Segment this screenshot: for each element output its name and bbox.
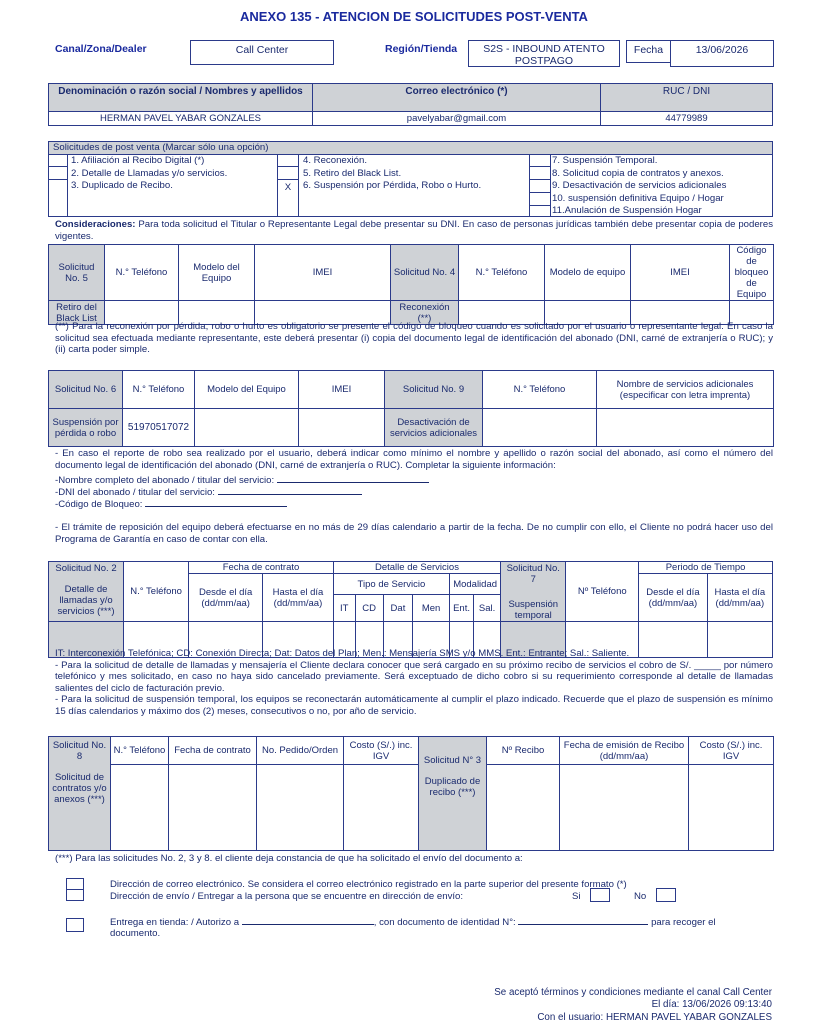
legend-notes bbox=[55, 648, 773, 718]
footer-acceptance: Se aceptó términos y condiciones mediante el canal Call Center bbox=[494, 987, 772, 998]
client-name: HERMAN PAVEL YABAR GONZALES bbox=[49, 112, 313, 126]
requests-col3-checks[interactable] bbox=[529, 154, 551, 217]
requests-box bbox=[48, 141, 773, 217]
robo-field-dni-label: -DNI del abonado / titular del servicio: bbox=[55, 487, 215, 498]
t3-modalidad-ent: Ent. bbox=[450, 595, 474, 622]
t3-telefono2-header: Nº Teléfono bbox=[566, 562, 639, 622]
envio-email-label: Dirección de correo electrónico. Se considera el correo electrónico registrado en la parte superior del presente formato (*) bbox=[110, 879, 627, 890]
t4-recibo-header: Nº Recibo bbox=[487, 737, 560, 765]
request-2-label: 2. Detalle de Llamadas y/o servicios. bbox=[71, 167, 228, 179]
t3-tipo-dat: Dat bbox=[383, 595, 412, 622]
sol3-description: Duplicado de recibo (***) bbox=[424, 776, 481, 798]
sol2-title: Solicitud No. 2 bbox=[55, 563, 117, 574]
request-10-label: 10. suspensión definitiva Equipo / Hogar bbox=[552, 192, 724, 204]
t3-hasta2-header: Hasta el día (dd/mm/aa) bbox=[707, 574, 772, 622]
t3-detalle-header: Detalle de Servicios bbox=[333, 562, 500, 574]
reconexion-label: Reconexión (**) bbox=[391, 301, 459, 325]
robo-field-nombre-line[interactable] bbox=[277, 473, 429, 483]
retiro-blacklist-label: Retiro del Black List bbox=[49, 301, 105, 325]
envio-tienda-documento: , con documento de identidad N°: bbox=[373, 917, 516, 928]
envio-tienda-autorizo: Entrega en tienda: / Autorizo a bbox=[110, 917, 240, 928]
envio-tienda-nombre-line[interactable] bbox=[242, 915, 374, 925]
desactivacion-label: Desactivación de servicios adicionales bbox=[385, 409, 483, 447]
t3-tipo-header: Tipo de Servicio bbox=[333, 574, 449, 595]
t4-cell[interactable] bbox=[257, 765, 344, 851]
t4-cell[interactable] bbox=[560, 765, 689, 851]
footer-user: Con el usuario: HERMAN PAVEL YABAR GONZALES bbox=[537, 1011, 772, 1023]
envio-direccion-label: Dirección de envío / Entregar a la persona que se encuentre en dirección de envío: bbox=[110, 891, 464, 902]
envio-tienda-text bbox=[110, 915, 773, 929]
robo-field-codigo-label: -Código de Bloqueo: bbox=[55, 499, 143, 510]
footer-datetime: El día: 13/06/2026 09:13:40 bbox=[651, 999, 772, 1011]
request-11-label: 11.Anulación de Suspensión Hogar bbox=[552, 205, 702, 216]
table-sol8-sol3 bbox=[48, 736, 774, 851]
request-9-label: 9. Desactivación de servicios adicionales bbox=[552, 180, 727, 191]
t4-cell[interactable] bbox=[487, 765, 560, 851]
request-7-checkbox[interactable] bbox=[530, 154, 550, 167]
t3-tipo-men: Men bbox=[413, 595, 450, 622]
requests-col1-checks[interactable] bbox=[49, 154, 68, 217]
t4-cell[interactable] bbox=[111, 765, 169, 851]
client-email-header: Correo electrónico (*) bbox=[313, 84, 601, 112]
sol3-title: Solicitud N° 3 bbox=[423, 755, 482, 766]
canal-label: Canal/Zona/Dealer bbox=[55, 43, 147, 55]
envio-note: (***) Para las solicitudes No. 2, 3 y 8. el cliente deja constancia de que ha solicitado el envío del documento a: bbox=[55, 853, 523, 864]
sol5-header: Solicitud No. 5 bbox=[49, 245, 105, 301]
requests-col2-checks[interactable] bbox=[277, 154, 299, 217]
sol9-header: Solicitud No. 9 bbox=[385, 371, 483, 409]
t4-fecha-header: Fecha de contrato bbox=[169, 737, 257, 765]
legend-abbreviations: IT: Interconexión Telefónica; CD: Conexión Directa; Dat: Datos del Plan; Men.: Mensajería SMS y/o MMS. Ent.: Entrante; Sal.: Saliente. bbox=[55, 648, 630, 659]
t4-costo-header: Costo (S/.) inc. IGV bbox=[344, 737, 419, 765]
requests-col1-labels bbox=[71, 155, 227, 193]
robo-field-dni-line[interactable] bbox=[218, 485, 362, 495]
envio-tienda-dni-line[interactable] bbox=[518, 915, 648, 925]
envio-no-checkbox[interactable] bbox=[656, 888, 676, 902]
requests-header: Solicitudes de post venta (Marcar sólo una opción) bbox=[49, 142, 772, 155]
request-1-checkbox[interactable] bbox=[49, 154, 67, 167]
sol6-header: Solicitud No. 6 bbox=[49, 371, 123, 409]
client-table bbox=[48, 83, 773, 126]
t2-cell[interactable] bbox=[483, 409, 597, 447]
region-value-line-2: POSTPAGO bbox=[514, 55, 574, 67]
sol2-header bbox=[49, 562, 124, 622]
request-4-label: 4. Reconexión. bbox=[303, 155, 367, 166]
request-5-label: 5. Retiro del Black List. bbox=[303, 167, 402, 179]
canal-field: Call Center bbox=[190, 40, 334, 65]
request-6-checkbox[interactable]: X bbox=[284, 182, 292, 193]
envio-tienda-checkbox[interactable] bbox=[66, 918, 84, 932]
t4-telefono-header: N.° Teléfono bbox=[111, 737, 169, 765]
fecha-field: 13/06/2026 bbox=[670, 40, 774, 67]
t1-telefono-header: N.° Teléfono bbox=[105, 245, 179, 301]
t4-cell[interactable] bbox=[169, 765, 257, 851]
t4-costo2-header: Costo (S/.) inc. IGV bbox=[689, 737, 774, 765]
t4-emision-header: Fecha de emisión de Recibo (dd/mm/aa) bbox=[560, 737, 689, 765]
t1-imei-header: IMEI bbox=[255, 245, 391, 301]
sol8-title: Solicitud No. 8 bbox=[52, 740, 107, 762]
t1-modelo2-header: Modelo de equipo bbox=[545, 245, 631, 301]
t2-servicios-header: Nombre de servicios adicionales (especificar con letra imprenta) bbox=[597, 371, 774, 409]
document-title: ANEXO 135 - ATENCION DE SOLICITUDES POST-VENTA bbox=[240, 9, 588, 24]
t1-codigo-header: Código de bloqueo de Equipo bbox=[730, 245, 774, 301]
consideraciones-label: Consideraciones: bbox=[55, 219, 136, 230]
t3-tipo-cd: CD bbox=[355, 595, 383, 622]
t3-telefono-header: N.° Teléfono bbox=[124, 562, 189, 622]
envio-si-label: Si bbox=[572, 891, 581, 902]
t2-cell[interactable] bbox=[195, 409, 299, 447]
sol8-description: Solicitud de contratos y/o anexos (***) bbox=[52, 772, 107, 805]
request-8-checkbox[interactable] bbox=[530, 167, 550, 180]
robo-field-codigo-line[interactable] bbox=[145, 497, 287, 507]
sol7-header bbox=[501, 562, 566, 622]
t4-cell[interactable] bbox=[689, 765, 774, 851]
sol7-description: Suspensión temporal bbox=[508, 599, 559, 621]
t2-telefono-header: N.° Teléfono bbox=[123, 371, 195, 409]
envio-tienda-documento-word: documento. bbox=[110, 928, 161, 939]
envio-no-label: No bbox=[634, 891, 647, 902]
t3-modalidad-sal: Sal. bbox=[473, 595, 500, 622]
request-10-checkbox[interactable] bbox=[530, 193, 550, 206]
region-label: Región/Tienda bbox=[385, 43, 458, 55]
envio-si-checkbox[interactable] bbox=[590, 888, 610, 902]
requests-col3-labels bbox=[552, 155, 726, 218]
table-sol2-sol7 bbox=[48, 561, 773, 658]
robo-field-codigo[interactable] bbox=[55, 497, 287, 511]
sol4-header: Solicitud No. 4 bbox=[391, 245, 459, 301]
t4-pedido-header: No. Pedido/Orden bbox=[257, 737, 344, 765]
client-email: pavelyabar@gmail.com bbox=[313, 112, 601, 126]
t2-cell[interactable] bbox=[597, 409, 774, 447]
tramite-note: - El trámite de reposición del equipo deberá efectuarse en no más de 29 días calendario a partir de la fecha. De no cumplir con ello, el Cliente no podrá hacer uso del Programa de Garantía en caso de contar con ella. bbox=[55, 522, 773, 545]
envio-direccion-checkbox[interactable] bbox=[66, 889, 84, 901]
t2-imei-header: IMEI bbox=[299, 371, 385, 409]
fecha-label: Fecha bbox=[626, 40, 670, 63]
suspension-perdida-label: Suspensión por pérdida o robo bbox=[49, 409, 123, 447]
request-3-label: 3. Duplicado de Recibo. bbox=[71, 180, 173, 191]
t2-telefono-value: 51970517072 bbox=[123, 409, 195, 447]
t3-desde-header: Desde el día (dd/mm/aa) bbox=[189, 574, 263, 622]
acceptance-footer bbox=[272, 987, 772, 1024]
region-value-line-1: S2S - INBOUND ATENTO bbox=[483, 43, 605, 55]
client-name-header: Denominación o razón social / Nombres y apellidos bbox=[49, 84, 313, 112]
sol3-header bbox=[419, 737, 487, 851]
t3-hasta-header: Hasta el día (dd/mm/aa) bbox=[263, 574, 334, 622]
t2-cell[interactable] bbox=[299, 409, 385, 447]
requests-col2-labels bbox=[303, 155, 481, 193]
legend-detalle-llamadas: - Para la solicitud de detalle de llamadas y mensajería el Cliente declara conocer que será cargado en su próximo recibo de servicios el cobro de S/. _____ por número telefónico y mes solicitado, en caso no haya sido cancelado previamente. Será exceptuado de dicho cobro si su requerimiento corresponde al detalle de llamadas salientes del ciclo de facturación previo. bbox=[55, 659, 773, 694]
consideraciones-text bbox=[55, 219, 773, 242]
robo-field-nombre-label: -Nombre completo del abonado / titular del servicio: bbox=[55, 475, 275, 486]
t3-periodo-header: Periodo de Tiempo bbox=[639, 562, 773, 574]
legend-suspension-temporal: - Para la solicitud de suspensión temporal, los equipos se reconectarán automáticamente al cumplir el plazo indicado. Recuerde que el plazo de suspensión es mínimo 15 días calendarios y máximo dos (2) meses, consecutivos o no, por año de servicio. bbox=[55, 694, 773, 717]
t1-telefono2-header: N.° Teléfono bbox=[459, 245, 545, 301]
request-5-checkbox[interactable] bbox=[278, 167, 298, 180]
t1-modelo-header: Modelo del Equipo bbox=[179, 245, 255, 301]
request-1-label: 1. Afiliación al Recibo Digital (*) bbox=[71, 155, 205, 166]
t4-cell[interactable] bbox=[344, 765, 419, 851]
request-7-label: 7. Suspensión Temporal. bbox=[552, 155, 658, 166]
t1-imei2-header: IMEI bbox=[631, 245, 730, 301]
sol7-title: Solicitud No. 7 bbox=[506, 563, 560, 585]
t3-tipo-it: IT bbox=[333, 595, 355, 622]
reconexion-note: (**) Para la reconexión por pérdida, robo o hurto es obligatorio se presente el código de bloqueo cuando es solicitado por el usuario o representante legal. En caso la solicitud sea efectuada mediante representante, este deberá presentar (i) copia del documento legal de identificación del abonado (DNI, carné de extranjería o RUC); y (ii) carta poder simple. bbox=[55, 321, 773, 356]
client-dni: 44779989 bbox=[601, 112, 773, 126]
table-sol5-sol4 bbox=[48, 244, 774, 325]
request-4-checkbox[interactable] bbox=[278, 154, 298, 167]
region-field bbox=[468, 40, 620, 67]
t3-modalidad-header: Modalidad bbox=[450, 574, 501, 595]
sol8-header bbox=[49, 737, 111, 851]
t3-fecha-contrato-header: Fecha de contrato bbox=[189, 562, 334, 574]
t2-modelo-header: Modelo del Equipo bbox=[195, 371, 299, 409]
consideraciones-body: Para toda solicitud el Titular o Representante Legal debe presentar su DNI. En caso de personas jurídicas también debe presentar copia de poderes vigentes. bbox=[55, 219, 773, 242]
sol2-description: Detalle de llamadas y/o servicios (***) bbox=[57, 584, 115, 617]
request-8-label: 8. Solicitud copia de contratos y anexos. bbox=[552, 167, 724, 179]
t3-desde2-header: Desde el día (dd/mm/aa) bbox=[639, 574, 707, 622]
envio-tienda-recoger: para recoger el bbox=[651, 917, 716, 928]
request-9-checkbox[interactable] bbox=[530, 180, 550, 193]
request-6-label: 6. Suspensión por Pérdida, Robo o Hurto. bbox=[303, 180, 482, 191]
robo-intro: - En caso el reporte de robo sea realizado por el usuario, deberá indicar como mínimo el nombre y apellido o razón social del abonado, así como el número del documento legal de identificación del abonado (DNI, carné de extranjería o RUC). Completar la siguiente información: bbox=[55, 448, 773, 471]
table-sol6-sol9 bbox=[48, 370, 774, 447]
t2-telefono2-header: N.° Teléfono bbox=[483, 371, 597, 409]
request-2-checkbox[interactable] bbox=[49, 167, 67, 180]
client-dni-header: RUC / DNI bbox=[601, 84, 773, 112]
